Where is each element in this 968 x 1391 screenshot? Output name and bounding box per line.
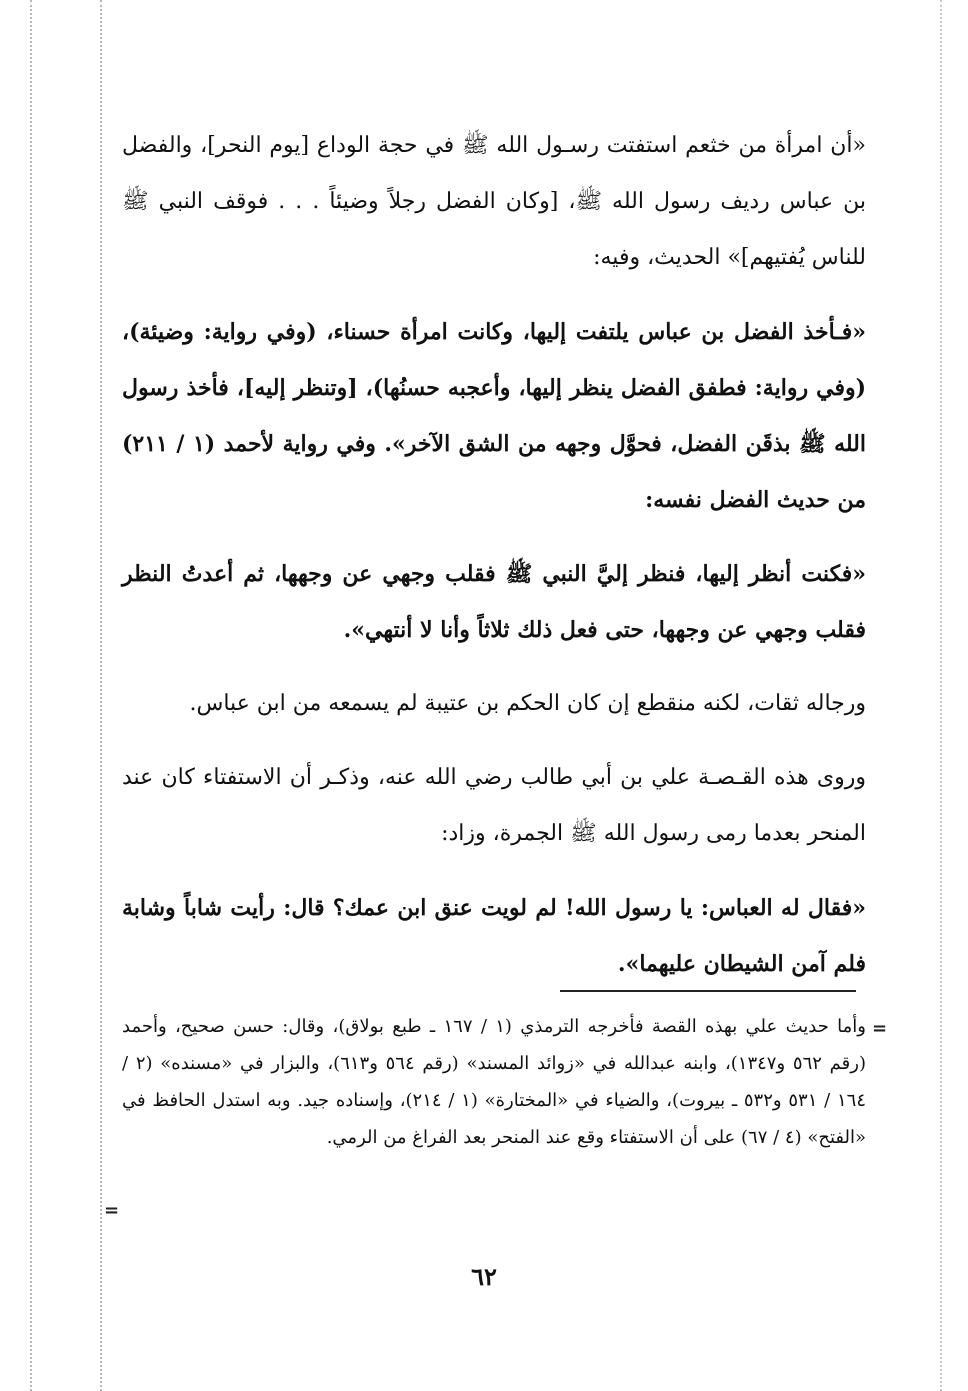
footnote-continuation-mark-end: = — [104, 1200, 120, 1221]
footnote-text: وأما حديث علي بهذه القصة فأخرجه الترمذي (١ / ١٦٧ ـ طبع بولاق)، وقال: حسن صحيح، وأحمد (رقم ٥٦٢ و١٣٤٧)، وابنه عبدالله في «زوائد المسند» (رقم ٥٦٤ و٦١٣)، والبزار في «مسنده» (٢ / ١٦٤ / ٥٣١ و٥٣٢ ـ بيروت)، والضياء في «المختارة» (١ / ٢١٤)، وإسناده جيد. وبه استدل الحافظ في «الفتح» (٤ / ٦٧) على أن الاستفتاء وقع عند المنحر بعد الفراغ من الرمي. — [122, 1016, 866, 1148]
paragraph-ali-narration: وروى هذه القـصـة علي بن أبي طالب رضي الله عنه، وذكـر أن الاستفتاء كان عند المنحر بعدما رمى رسول الله ﷺ الجمرة، وزاد: — [122, 765, 866, 846]
paragraph-chain-note: ورجاله ثقات، لكنه منقطع إن كان الحكم بن عتيبة لم يسمعه من ابن عباس. — [189, 691, 866, 716]
page-number: ٦٢ — [471, 1262, 497, 1291]
paragraph-hadith-quote: «فـأخذ الفضل بن عباس يلتفت إليها، وكانت امرأة حسناء، (وفي رواية: وضيئة)، (وفي رواية: فطفق الفضل ينظر إليها، وأعجبه حسنُها)، [وتنظر إليه]، فأخذ رسول الله ﷺ بذقَن الفضل، فحوَّل وجهه من الشق الآخر». وفي رواية لأحمد (١ / ٢١١) من حديث الفضل نفسه: — [122, 319, 867, 513]
paragraph-abbas-quote: «فقال له العباس: يا رسول الله! لم لويت عنق ابن عمك؟ قال: رأيت شاباً وشابة فلم آمن الشيطان عليهما». — [122, 895, 866, 977]
footnote-separator — [560, 990, 856, 992]
inner-margin-dotted-line — [100, 0, 102, 1391]
paragraph-fadl-narration: «فكنت أنظر إليها، فنظر إليَّ النبي ﷺ فقلب وجهي عن وجهها، ثم أعدتُ النظر فقلب وجهي عن وجهها، حتى فعل ذلك ثلاثاً وأنا لا أنتهي». — [122, 561, 866, 643]
left-margin-dotted-line — [30, 0, 32, 1391]
footnote — [122, 1008, 866, 1156]
right-margin-dotted-line — [940, 0, 942, 1391]
page-body — [122, 118, 866, 1010]
paragraph-hadith-intro: «أن امرأة من خثعم استفتت رسـول الله ﷺ في حجة الوداع [يوم النحر]، والفضل بن عباس رديف رسول الله ﷺ، [وكان الفضل رجلاً وضيئاً . . . فوقف النبي ﷺ للناس يُفتيهم]» الحديث، وفيه: — [122, 133, 866, 270]
footnote-continuation-mark-start: = — [872, 1018, 888, 1039]
